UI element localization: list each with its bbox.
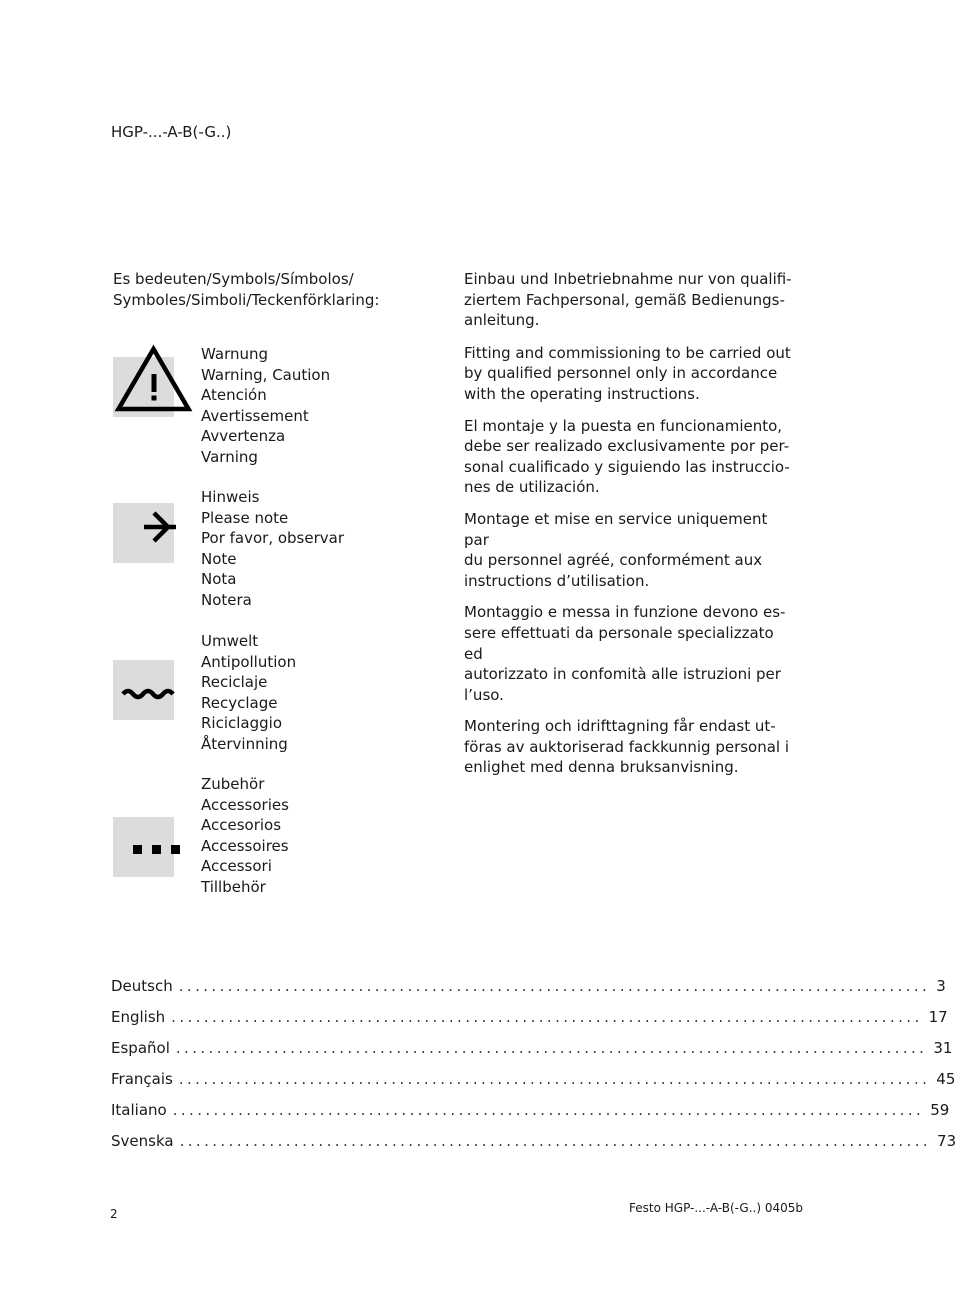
- symbols-heading: [113, 269, 433, 311]
- toc-entry-english[interactable]: [111, 1008, 948, 1039]
- toc-leader-dots: ............................................................................................: [179, 1132, 932, 1150]
- text-line: by qualified personnel only in accordance: [464, 364, 778, 383]
- toc-entry-italiano[interactable]: [111, 1101, 950, 1132]
- toc-entry-espanol[interactable]: [111, 1039, 953, 1070]
- toc-leader-dots: ............................................................................................: [178, 977, 931, 995]
- text-line: Montage et mise en service uniquement par: [464, 509, 768, 549]
- symbol-label: Warnung: [201, 345, 269, 363]
- instruction-paragraph-en: [464, 343, 794, 405]
- text-line: enlighet med denna bruksanvisning.: [464, 758, 739, 777]
- symbol-label: Riciclaggio: [201, 714, 282, 733]
- text-line: El montaje y la puesta en funcionamiento,: [464, 416, 783, 435]
- symbol-label: Umwelt: [201, 632, 259, 650]
- toc-page-number[interactable]: 31: [933, 1039, 953, 1057]
- toc-entry-francais[interactable]: [111, 1070, 956, 1101]
- symbol-label: Avvertenza: [201, 427, 286, 446]
- text-line: Fitting and commissioning to be carried out: [464, 343, 791, 362]
- toc-label[interactable]: Italiano: [111, 1101, 167, 1119]
- toc-page-number[interactable]: 59: [930, 1101, 950, 1119]
- symbol-label: Accesorios: [201, 816, 282, 835]
- page-number: 2: [110, 1207, 118, 1221]
- text-line: föras av auktoriserad fackkunnig personal i: [464, 737, 790, 756]
- toc-leader-dots: ............................................................................................: [171, 1008, 923, 1026]
- toc-entry-deutsch[interactable]: [111, 977, 946, 1008]
- text-line: du personnel agréé, conformément aux: [464, 551, 763, 570]
- text-line: Montering och idrifttagning får endast ut-: [464, 717, 776, 736]
- instructions-column: [464, 269, 794, 789]
- symbol-label: Zubehör: [201, 775, 265, 793]
- symbol-label: Accessories: [201, 795, 289, 814]
- instruction-paragraph-de: [464, 269, 794, 331]
- document-title: HGP-...-A-B(-G..): [111, 123, 232, 141]
- toc-label[interactable]: Svenska: [111, 1132, 174, 1150]
- toc-entry-svenska[interactable]: [111, 1132, 956, 1163]
- text-line: sonal cualificado y siguiendo las instruccio-: [464, 457, 790, 476]
- toc-page-number[interactable]: 3: [936, 977, 946, 995]
- symbol-label: Varning: [201, 447, 258, 466]
- toc-page-number[interactable]: 17: [928, 1008, 948, 1026]
- symbol-labels: [201, 487, 344, 611]
- toc-label[interactable]: Français: [111, 1070, 173, 1088]
- symbol-label: Återvinning: [201, 734, 288, 753]
- toc-page-number[interactable]: 45: [936, 1070, 956, 1088]
- text-line: sere effettuati da personale specializzato ed: [464, 623, 774, 663]
- instruction-paragraph-sv: [464, 716, 794, 778]
- symbol-label: Notera: [201, 590, 252, 609]
- symbol-label: Accessori: [201, 857, 272, 876]
- toc-leader-dots: ............................................................................................: [175, 1039, 928, 1057]
- symbol-label: Atención: [201, 386, 267, 405]
- toc-leader-dots: ............................................................................................: [172, 1101, 925, 1119]
- symbol-label: Tillbehör: [201, 877, 266, 896]
- text-line: Montaggio e messa in funzione devono es-: [464, 603, 786, 622]
- symbol-labels: [201, 631, 296, 755]
- text-line: nes de utilización.: [464, 478, 600, 497]
- symbols-heading-line: Symboles/Simboli/Teckenförklaring:: [113, 291, 380, 309]
- toc-label[interactable]: English: [111, 1008, 166, 1026]
- instruction-paragraph-it: [464, 602, 794, 705]
- text-line: autorizzato in confomità alle istruzioni per: [464, 665, 781, 684]
- text-line: ziertem Fachpersonal, gemäß Bedienungs-: [464, 290, 785, 309]
- symbol-label: Por favor, observar: [201, 529, 344, 548]
- symbol-label: Reciclaje: [201, 673, 268, 692]
- symbols-heading-line: Es bedeuten/Symbols/Símbolos/: [113, 270, 354, 288]
- text-line: instructions d’utilisation.: [464, 571, 650, 590]
- text-line: with the operating instructions.: [464, 384, 700, 403]
- toc-label[interactable]: Español: [111, 1039, 170, 1057]
- symbol-label: Avertissement: [201, 406, 309, 425]
- text-line: anleitung.: [464, 311, 540, 330]
- warning-triangle-icon: [113, 357, 174, 417]
- text-line: Einbau und Inbetriebnahme nur von qualifi-: [464, 270, 792, 288]
- symbol-label: Hinweis: [201, 488, 260, 506]
- symbol-label: Nota: [201, 570, 237, 589]
- symbol-label: Warning, Caution: [201, 365, 331, 384]
- toc-page-number[interactable]: 73: [937, 1132, 956, 1150]
- toc-leader-dots: ............................................................................................: [178, 1070, 931, 1088]
- instruction-paragraph-es: [464, 416, 794, 498]
- document-id: Festo HGP-...-A-B(-G..) 0405b: [629, 1201, 803, 1215]
- table-of-contents: [111, 977, 956, 1163]
- symbol-label: Antipollution: [201, 652, 297, 671]
- instruction-paragraph-fr: [464, 509, 794, 591]
- symbol-label: Recyclage: [201, 693, 278, 712]
- symbol-label: Please note: [201, 508, 289, 527]
- symbol-labels: [201, 774, 289, 898]
- arrow-right-icon: [113, 503, 174, 563]
- text-line: l’uso.: [464, 685, 504, 704]
- wave-icon: [113, 660, 174, 720]
- dots-icon: [113, 817, 174, 877]
- symbol-labels: [201, 344, 330, 468]
- toc-label[interactable]: Deutsch: [111, 977, 173, 995]
- text-line: debe ser realizado exclusivamente por per-: [464, 437, 790, 456]
- symbol-label: Note: [201, 549, 237, 568]
- symbol-label: Accessoires: [201, 836, 289, 855]
